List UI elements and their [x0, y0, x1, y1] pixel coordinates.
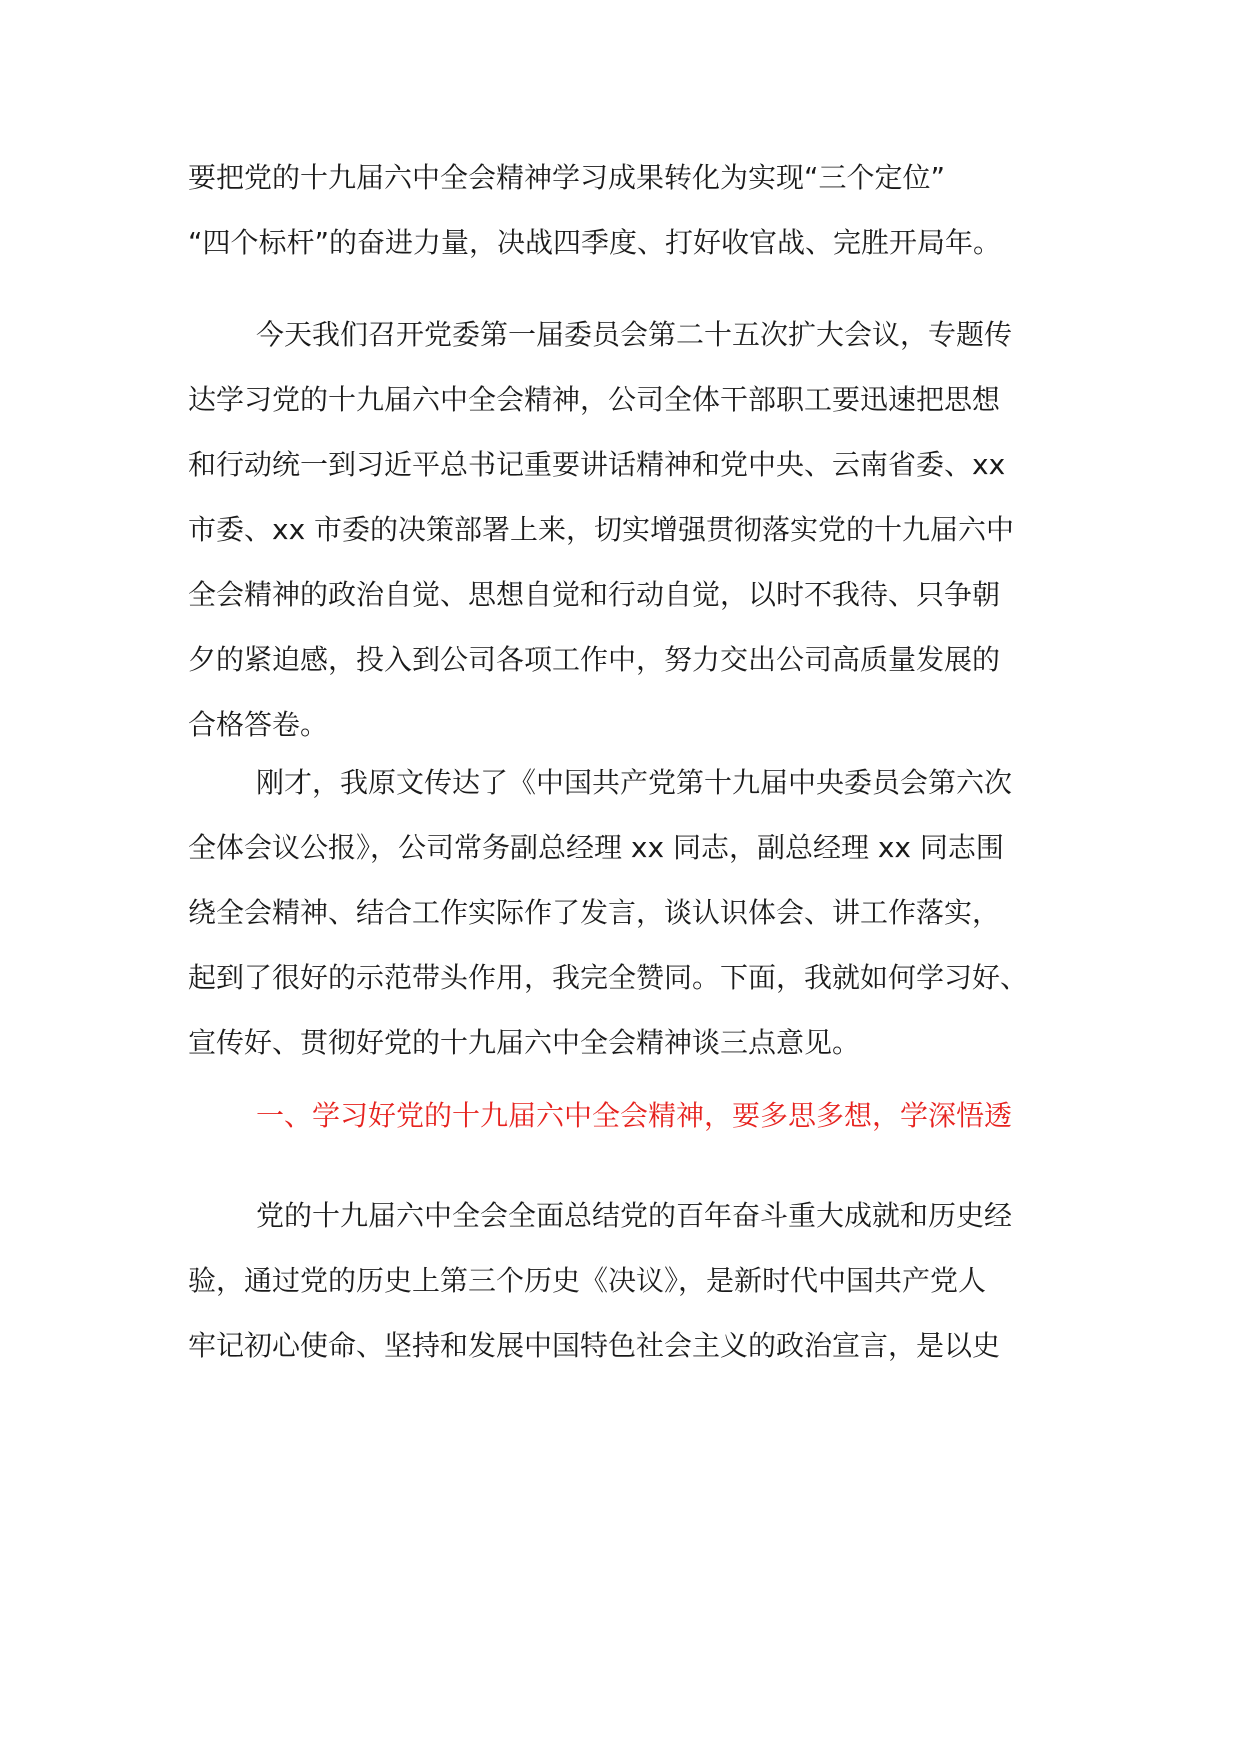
paragraph-line: 市委、xx 市委的决策部署上来，切实增强贯彻落实党的十九届六中 [188, 513, 1015, 546]
paragraph-line: 宣传好、贯彻好党的十九届六中全会精神谈三点意见。 [188, 1026, 861, 1059]
paragraph-line: 绕全会精神、结合工作实际作了发言，谈认识体会、讲工作落实， [188, 896, 1001, 929]
paragraph-line: 今天我们召开党委第一届委员会第二十五次扩大会议，专题传 [256, 318, 1013, 351]
paragraph-line: “四个标杆”的奋进力量，决战四季度、打好收官战、完胜开局年。 [188, 226, 1002, 259]
report-paragraph [188, 750, 1058, 1075]
paragraph-line: 党的十九届六中全会全面总结党的百年奋斗重大成就和历史经 [256, 1199, 1013, 1232]
paragraph-line: 要把党的十九届六中全会精神学习成果转化为实现“三个定位” [188, 161, 946, 194]
section-heading-1 [188, 1083, 1058, 1148]
paragraph-line: 验，通过党的历史上第三个历史《决议》，是新时代中国共产党人 [188, 1264, 987, 1297]
paragraph-line: 全体会议公报》，公司常务副总经理 xx 同志，副总经理 xx 同志围 [188, 831, 1004, 864]
paragraph-line: 全会精神的政治自觉、思想自觉和行动自觉，以时不我待、只争朝 [188, 578, 1001, 611]
paragraph-line: 夕的紧迫感，投入到公司各项工作中，努力交出公司高质量发展的 [188, 643, 1001, 676]
intro-paragraph [188, 145, 1058, 275]
paragraph-line: 牢记初心使命、坚持和发展中国特色社会主义的政治宣言，是以史 [188, 1329, 1001, 1362]
paragraph-line: 和行动统一到习近平总书记重要讲话精神和党中央、云南省委、xx [188, 448, 1006, 481]
paragraph-line: 达学习党的十九届六中全会精神，公司全体干部职工要迅速把思想 [188, 383, 1001, 416]
paragraph-line: 起到了很好的示范带头作用，我完全赞同。下面，我就如何学习好、 [188, 961, 1029, 994]
summary-paragraph [188, 1183, 1058, 1378]
meeting-paragraph [188, 302, 1058, 757]
paragraph-line: 合格答卷。 [188, 708, 329, 741]
paragraph-line: 刚才，我原文传达了《中国共产党第十九届中央委员会第六次 [256, 766, 1013, 799]
heading-line: 一、学习好党的十九届六中全会精神，要多思多想，学深悟透 [256, 1099, 1013, 1132]
